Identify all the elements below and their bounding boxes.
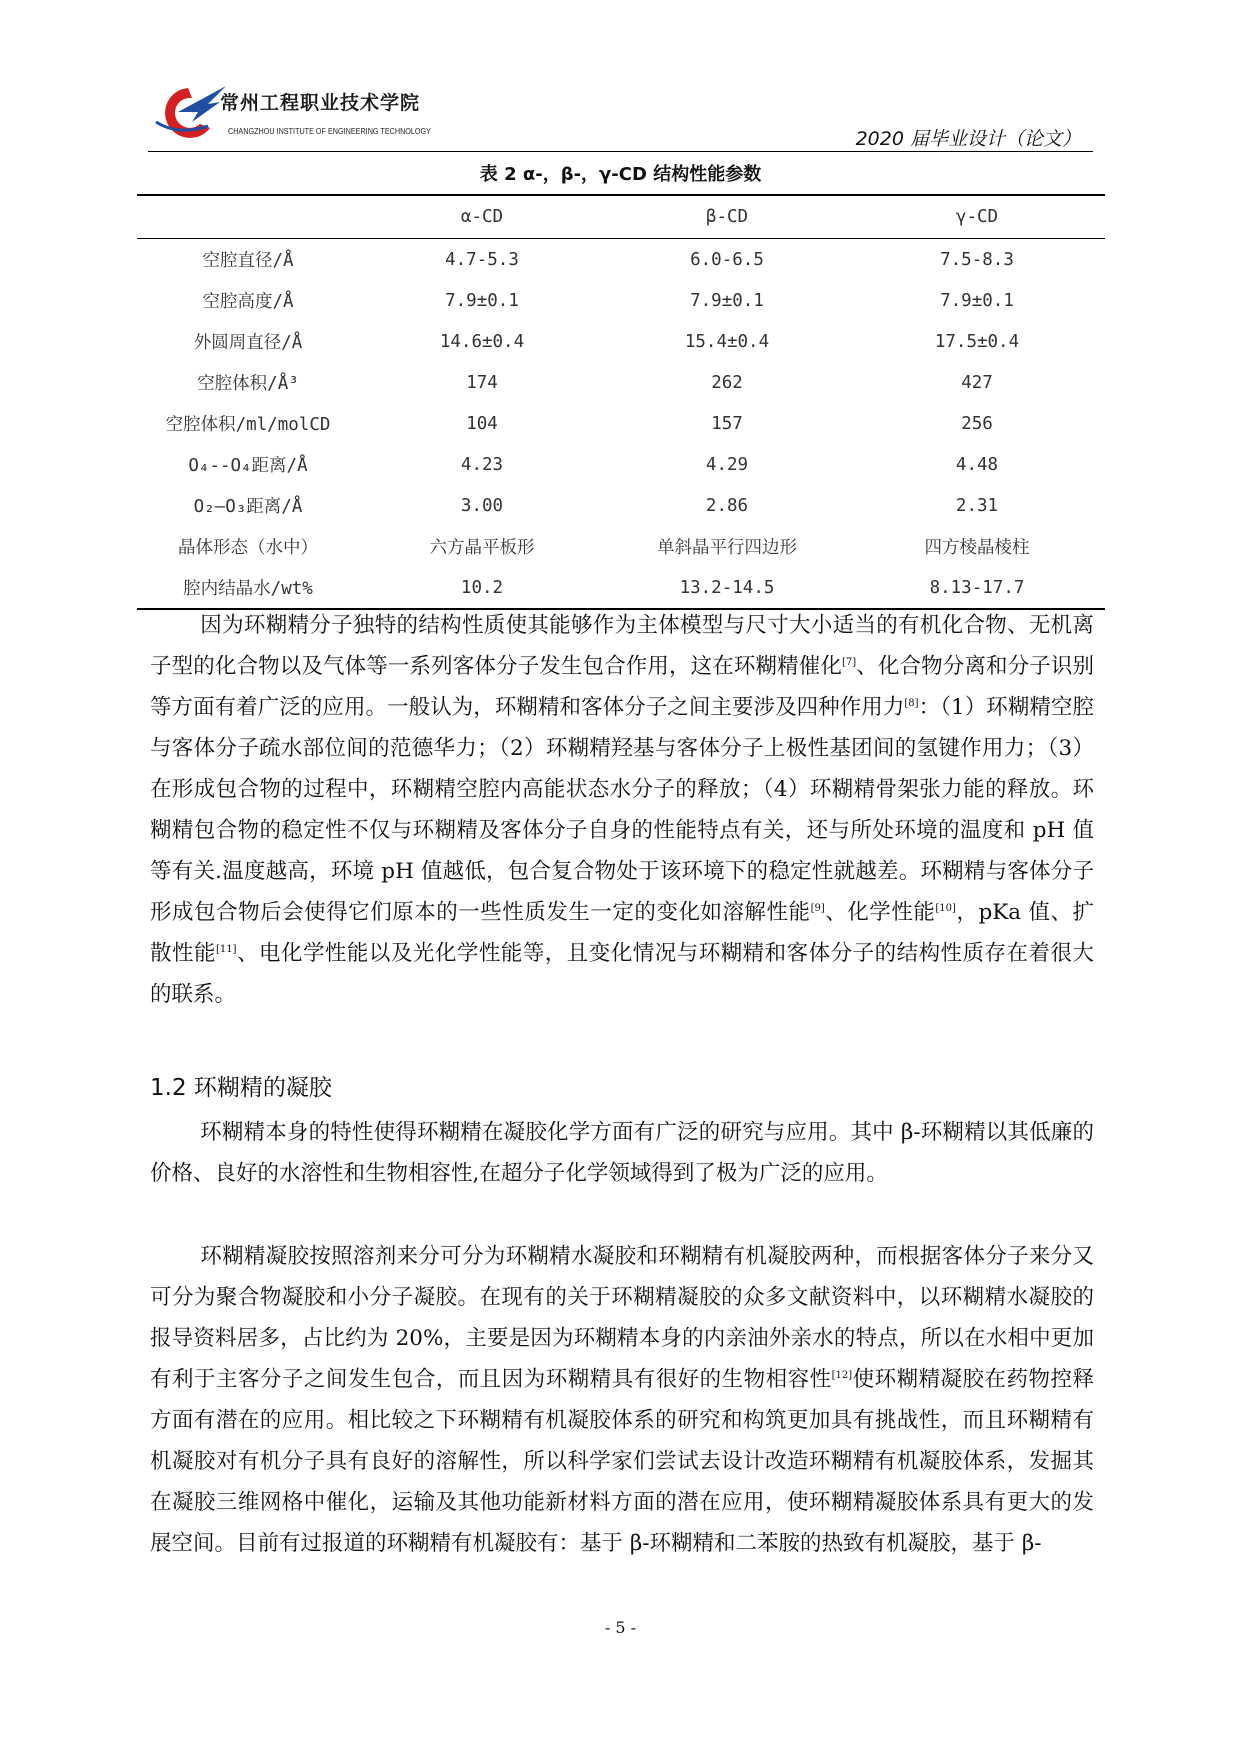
table-cell: 4.29 <box>705 454 749 475</box>
school-emblem-icon <box>148 82 228 144</box>
table-cell: 2.86 <box>705 495 749 516</box>
table-cell: 13.2-14.5 <box>679 577 775 598</box>
table-cell: 14.6±0.4 <box>439 331 525 352</box>
table-cell: 7.9±0.1 <box>690 290 764 311</box>
table-cell: 7.5-8.3 <box>940 249 1014 270</box>
header-title: 2020 届毕业设计（论文） <box>855 128 1081 150</box>
table-caption: 表 2 α-，β-，γ-CD 结构性能参数 <box>479 164 762 185</box>
row-label: O₄--O₄距离/Å <box>188 456 308 476</box>
citation: [10] <box>935 902 956 914</box>
row-label: 腔内结晶水/wt% <box>183 579 313 599</box>
paragraph-text: 、电化学性能以及光化学性能等，且变化情况与环糊精和客体分子的结构性质存在着很大的联系。 <box>150 941 1094 1007</box>
row-label: 空腔直径/Å <box>202 251 294 271</box>
paragraph-text: 环糊精凝胶按照溶剂来分可分为环糊精水凝胶和环糊精有机凝胶两种，而根据客体分子来分又可分为聚合物凝胶和小分子凝胶。在现有的关于环糊精凝胶的众多文献资料中，以环糊精水凝胶的报导资料居多，占比约为 20%，主要是因为环糊精本身的内亲油外亲水的特点，所以在水相中更加有利于主客分子之间发生包合，而且因为环糊精具有很好的生物相容性 <box>150 1244 1094 1392</box>
table-row <box>137 567 1105 609</box>
table-row <box>137 239 1105 281</box>
logo-english-name: CHANGZHOU INSTITUTE OF ENGINEERING TECHNOLOGY <box>228 126 431 136</box>
paragraph-text: 、化合物分离和分子识别等方面有着广泛的应用。一般认为，环糊精和客体分子之间主要涉及四种作用力 <box>150 654 1094 720</box>
table-cell: 7.9±0.1 <box>445 290 519 311</box>
table-row <box>137 444 1105 485</box>
paragraph-text: ，pKa 值、扩散性能 <box>150 900 1094 966</box>
school-logo <box>148 82 438 144</box>
table-header-row <box>137 195 1105 239</box>
citation: [9] <box>810 902 825 914</box>
body-paragraph <box>150 605 1094 1015</box>
table-header-cell <box>137 195 359 239</box>
table-cell: 4.23 <box>460 454 504 475</box>
table-header-cell: α-CD <box>460 207 504 227</box>
table-row <box>137 526 1105 567</box>
table-row <box>137 280 1105 321</box>
table-row <box>137 403 1105 444</box>
body-paragraph <box>150 1236 1094 1564</box>
logo-chinese-name: 常州工程职业技术学院 <box>220 92 421 114</box>
table-cell: 104 <box>466 413 498 434</box>
row-label: 空腔高度/Å <box>202 292 294 312</box>
table-cell: 157 <box>711 413 743 434</box>
paragraph-text: ：（1）环糊精空腔与客体分子疏水部位间的范德华力；（2）环糊精羟基与客体分子上极性基团间的氢键作用力；（3）在形成包合物的过程中，环糊精空腔内高能状态水分子的释放；（4）环糊精骨架张力能的释放。环糊精包合物的稳定性不仅与环糊精及客体分子自身的性能特点有关，还与所处环境的温度和 pH 值等有关.温度越高，环境 pH 值越低，包合复合物处于该环境下的稳定性就越差。环糊精与客体分子形成包合物后会使得它们原本的一些性质发生一定的变化如溶解性能 <box>150 695 1094 925</box>
table-cell: 六方晶平板形 <box>429 538 535 558</box>
table-cell: 174 <box>466 372 498 393</box>
row-label: 外圆周直径/Å <box>193 333 303 353</box>
header-divider <box>148 151 1093 152</box>
body-paragraph <box>150 1112 1094 1194</box>
table-cell: 2.31 <box>955 495 999 516</box>
paragraph-text: 环糊精本身的特性使得环糊精在凝胶化学方面有广泛的研究与应用。其中 β-环糊精以其低廉的价格、良好的水溶性和生物相容性,在超分子化学领域得到了极为广泛的应用。 <box>150 1120 1094 1186</box>
table-cell: 427 <box>961 372 993 393</box>
table-cell: 256 <box>961 413 993 434</box>
table-cell: 17.5±0.4 <box>934 331 1020 352</box>
table-cell: 单斜晶平行四边形 <box>657 538 797 558</box>
table-cell: 4.7-5.3 <box>445 249 519 270</box>
row-label: 空腔体积/Å³ <box>197 374 299 394</box>
table-cell: 3.00 <box>460 495 504 516</box>
table-cell: 四方棱晶棱柱 <box>924 538 1030 558</box>
section-heading: 1.2 环糊精的凝胶 <box>150 1075 332 1101</box>
citation: [8] <box>904 697 919 709</box>
page-number: - 5 - <box>604 1618 637 1637</box>
table-row <box>137 362 1105 403</box>
table-cell: 10.2 <box>460 577 504 598</box>
paragraph-text: 使环糊精凝胶在药物控释方面有潜在的应用。相比较之下环糊精有机凝胶体系的研究和构筑更加具有挑战性，而且环糊精有机凝胶对有机分子具有良好的溶解性，所以科学家们尝试去设计改造环糊精有机凝胶体系，发掘其在凝胶三维网格中催化，运输及其他功能新材料方面的潜在应用，使环糊精凝胶体系具有更大的发展空间。目前有过报道的环糊精有机凝胶有：基于 β-环糊精和二苯胺的热致有机凝胶，基于 β- <box>150 1367 1094 1556</box>
row-label: 空腔体积/ml/molCD <box>165 415 331 435</box>
table-cell: 7.9±0.1 <box>940 290 1014 311</box>
row-label: 晶体形态（水中） <box>178 538 318 558</box>
table-header-cell: β-CD <box>705 207 749 227</box>
table-cell: 4.48 <box>955 454 999 475</box>
cd-parameters-table <box>137 194 1105 610</box>
table-cell: 262 <box>711 372 743 393</box>
table-header-cell: γ-CD <box>955 207 999 227</box>
row-label: O₂—O₃距离/Å <box>193 497 303 517</box>
paragraph-text: 因为环糊精分子独特的结构性质使其能够作为主体模型与尺寸大小适当的有机化合物、无机离子型的化合物以及气体等一系列客体分子发生包合作用，这在环糊精催化 <box>150 613 1094 679</box>
table-cell: 8.13-17.7 <box>929 577 1025 598</box>
citation: [11] <box>215 943 237 955</box>
table-cell: 6.0-6.5 <box>690 249 764 270</box>
table-row <box>137 485 1105 526</box>
paragraph-text: 、化学性能 <box>824 900 936 925</box>
table-row <box>137 321 1105 362</box>
citation: [12] <box>831 1369 853 1381</box>
table-cell: 15.4±0.4 <box>684 331 770 352</box>
citation: [7] <box>841 656 857 668</box>
